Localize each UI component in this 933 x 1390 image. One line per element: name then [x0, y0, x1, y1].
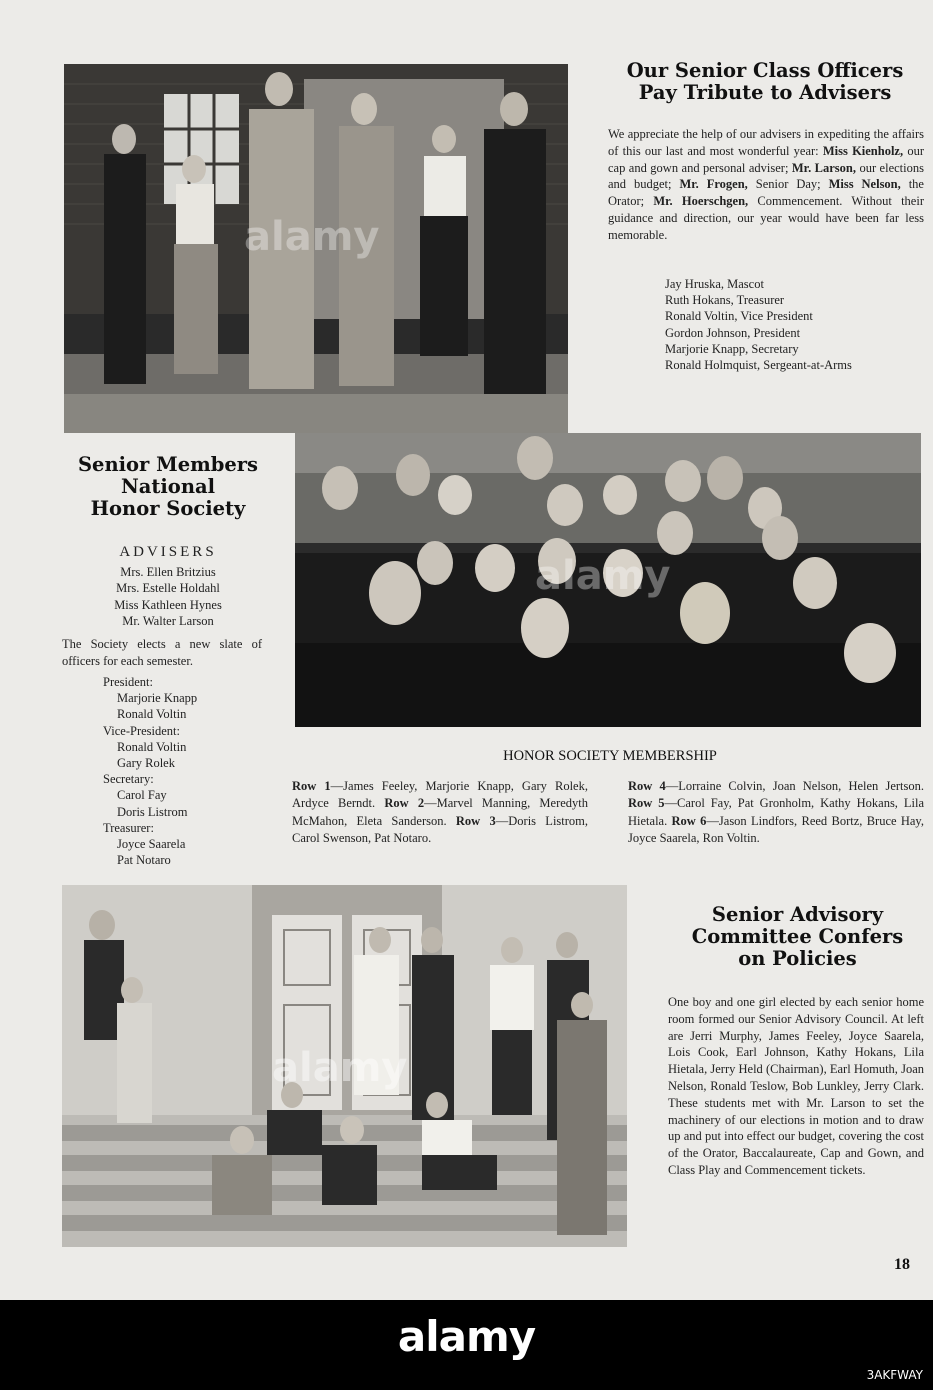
advisory-committee-photo — [62, 885, 627, 1247]
adviser-item: Mrs. Ellen Britzius — [120, 565, 216, 580]
honor-heading — [48, 454, 288, 519]
officer-name: Marjorie Knapp, Secretary — [665, 341, 799, 356]
officer-name: Ronald Voltin, Vice President — [665, 309, 813, 324]
officer-holder: Marjorie Knapp — [117, 691, 198, 706]
row-label: Row 1 — [292, 779, 331, 793]
image-id: 3AKFWAY — [866, 1368, 923, 1382]
adviser-name: Mr. Larson, — [791, 160, 856, 175]
officer-holder: Joyce Saarela — [117, 837, 186, 852]
officer-holder: Carol Fay — [117, 788, 167, 803]
officer-holder: Pat Notaro — [117, 853, 171, 868]
intro-text: our elections and budget; — [608, 160, 924, 192]
officers-heading-line-2: Pay Tribute to Advisers — [638, 80, 892, 104]
adviser-name: Mr. Hoerschgen, — [653, 194, 749, 209]
officer-holder: Ronald Voltin — [117, 707, 187, 722]
advisory-text: One boy and one girl elected by each senior home room formed our Senior Advisory Council. At left are Jerri Murphy, James Feeley, Joyce Saarela, Lois Cook, Earl Johnson, Kathy Hokans, Lila Hietala, Jerry Held (Chairman), Earl Homuth, Joan Nelson, Ronald Teslow, Bob Lunkley, Jerry Clark. These students met with Mr. Larson to set the machinery of our elections in motion and to draw up and put into effect our budget, covering the cost of the Orator, Baccalaureate, Cap and Gown, and Class Play and Commencement tickets. — [668, 995, 924, 1177]
adviser-item: Miss Kathleen Hynes — [114, 597, 222, 612]
advisers-block — [68, 544, 268, 629]
society-officers — [103, 674, 197, 868]
intro-text: our cap and gown and personal adviser; — [608, 143, 924, 175]
adviser-name: Miss Kienholz, — [822, 143, 904, 158]
officers-photo — [64, 64, 568, 433]
intro-text: the Orator; — [608, 177, 924, 209]
honor-society-photo — [295, 433, 921, 727]
officer-role: Vice-President: — [103, 723, 181, 738]
page-number: 18 — [894, 1256, 910, 1273]
intro-text: We appreciate the help of our advisers in expediting the affairs of this our last and most wonderful year: — [608, 127, 924, 158]
officer-holder: Doris Listrom — [117, 804, 188, 819]
row-names: —Carol Fay, Pat Gronholm, Kathy Hokans, Lila Hietala. — [628, 796, 925, 828]
advisory-heading-line-3: on Policies — [738, 946, 857, 970]
honor-heading-line-1: Senior Members — [77, 453, 259, 476]
row-label: Row 4 — [628, 779, 666, 793]
officer-name: Gordon Johnson, President — [665, 325, 801, 340]
society-text: The Society elects a new slate of officers for each semester. — [62, 637, 262, 668]
membership-title: HONOR SOCIETY MEMBERSHIP — [503, 748, 717, 764]
advisory-heading — [660, 904, 933, 969]
stock-footer-bar — [0, 1300, 933, 1390]
watermark: alamy — [535, 553, 671, 599]
watermark: alamy — [244, 214, 380, 260]
alamy-logo: alamy — [397, 1312, 536, 1361]
officer-name: Jay Hruska, Mascot — [665, 277, 764, 291]
row-names: —Jason Lindfors, Reed Bortz, Bruce Hay, Joyce Saarela, Ron Voltin. — [628, 813, 924, 846]
officer-role: President: — [103, 675, 153, 689]
row-label: Row 6 — [671, 813, 707, 828]
row-label: Row 3 — [455, 813, 496, 828]
advisory-heading-line-1: Senior Advisory — [711, 903, 884, 926]
adviser-item: Mr. Walter Larson — [122, 613, 214, 628]
intro-text: Senior Day; — [747, 177, 829, 192]
row-names: —Marvel Manning, Meredyth McMahon, Eleta Sanderson. — [292, 796, 588, 828]
membership-col-1 — [292, 778, 588, 848]
intro-text: Commencement. Without their guidance and direction, our year would have been far less memorable. — [608, 194, 924, 242]
honor-heading-line-3: Honor Society — [90, 496, 246, 520]
officer-role: Secretary: — [103, 772, 154, 787]
adviser-name: Mr. Frogen, — [679, 177, 748, 192]
officers-heading-line-1: Our Senior Class Officers — [626, 59, 904, 82]
officer-name: Ronald Holmquist, Sergeant-at-Arms — [665, 358, 852, 373]
honor-heading-line-2: National — [120, 474, 216, 498]
officer-name: Ruth Hokans, Treasurer — [665, 293, 785, 308]
row-names: —James Feeley, Marjorie Knapp, Gary Rolek, Ardyce Berndt. — [292, 779, 588, 811]
watermark: alamy — [272, 1045, 408, 1091]
officer-holder: Gary Rolek — [117, 756, 175, 771]
membership-col-2 — [628, 778, 924, 848]
row-names: —Lorraine Colvin, Joan Nelson, Helen Jertson. — [665, 779, 924, 793]
advisory-heading-line-2: Committee Confers — [691, 924, 904, 948]
adviser-item: Mrs. Estelle Holdahl — [116, 581, 220, 596]
officer-role: Treasurer: — [103, 820, 154, 835]
officer-holder: Ronald Voltin — [117, 739, 187, 754]
row-label: Row 5 — [628, 796, 665, 811]
officers-names-list — [665, 276, 852, 373]
adviser-name: Miss Nelson, — [828, 177, 901, 192]
row-names: —Doris Listrom, Carol Swenson, Pat Notaro. — [292, 813, 589, 846]
officers-intro — [608, 126, 924, 244]
advisers-title: ADVISERS — [119, 544, 217, 560]
row-label: Row 2 — [384, 796, 425, 811]
officers-heading — [590, 60, 933, 104]
